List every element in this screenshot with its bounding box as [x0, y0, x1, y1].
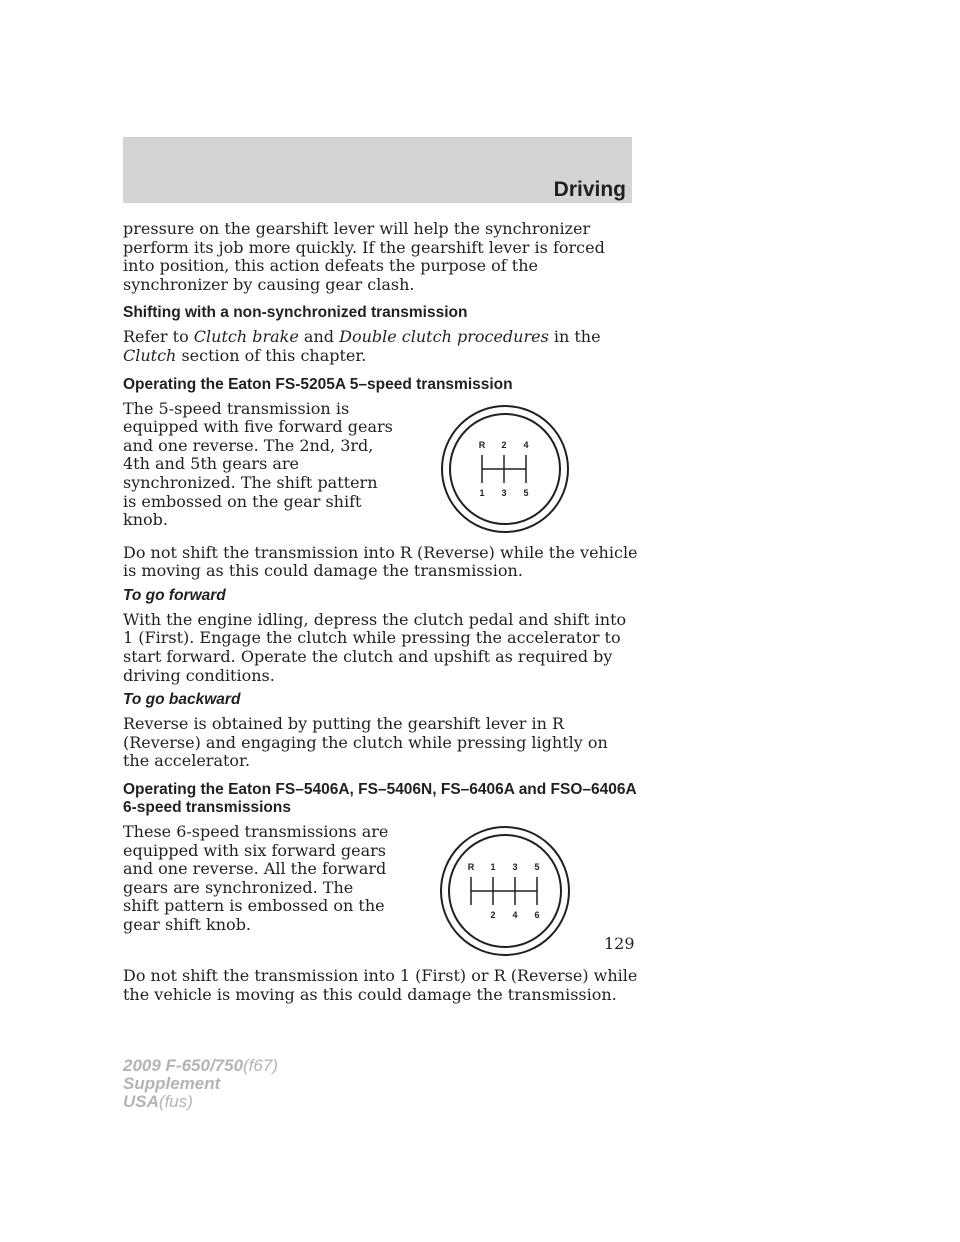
6-speed-shift-knob-diagram — [439, 825, 571, 957]
ref-clutch-brake: Clutch brake — [193, 327, 299, 347]
heading-5-speed: Operating the Eaton FS-5205A 5–speed transmission — [123, 375, 513, 393]
intro-paragraph: pressure on the gearshift lever will help the synchronizer perform its job more quickly. If the gearshift lever is forced into position, this action defeats the purpose of the synchronizer by causing gear clash. — [123, 219, 605, 294]
page-content — [123, 220, 638, 1004]
refer-paragraph: Refer to Clutch brake and Double clutch procedures in the Clutch section of this chapter. — [123, 327, 601, 365]
6-speed-section — [123, 823, 638, 957]
section-title: Driving — [553, 178, 626, 201]
gear-label: 4 — [523, 439, 529, 450]
gear-label: 1 — [479, 487, 485, 498]
section-header — [123, 137, 632, 203]
gear-label: 5 — [534, 861, 540, 872]
gear-label: 6 — [534, 909, 540, 920]
footer-doc: Supplement — [123, 1074, 221, 1093]
backward-paragraph: Reverse is obtained by putting the gearshift lever in R (Reverse) and engaging the clutch while pressing lightly on the accelerator. — [123, 714, 608, 771]
5-speed-section — [123, 400, 638, 534]
gear-label: R — [467, 861, 475, 872]
heading-to-go-backward: To go backward — [123, 691, 241, 709]
page-number: 129 — [604, 934, 635, 953]
footer-region-code: (fus) — [158, 1092, 193, 1111]
footer-model: 2009 F-650/750 — [123, 1056, 244, 1075]
gear-label: 5 — [523, 487, 529, 498]
gear-label: 2 — [501, 439, 507, 450]
heading-6-speed: Operating the Eaton FS–5406A, FS–5406N, FS–6406A and FSO–6406A 6-speed transmissions — [123, 780, 637, 816]
footer-model-code: (f67) — [243, 1056, 279, 1075]
heading-to-go-forward: To go forward — [123, 586, 226, 604]
6-speed-description: These 6-speed transmissions are equipped with six forward gears and one reverse. All the forward gears are synchronized. The shift pattern is embossed on the gear shift knob. — [123, 821, 389, 934]
gear-label: 2 — [490, 909, 496, 920]
gear-label: R — [478, 439, 486, 450]
gear-label: 3 — [501, 487, 507, 498]
gear-label: 3 — [512, 861, 518, 872]
6-speed-warning: Do not shift the transmission into 1 (First) or R (Reverse) while the vehicle is moving as this could damage the transmission. — [123, 965, 638, 1004]
heading-non-synchronized: Shifting with a non-synchronized transmission — [123, 304, 468, 322]
document-footer — [123, 1057, 278, 1111]
5-speed-warning: Do not shift the transmission into R (Reverse) while the vehicle is moving as this could damage the transmission. — [123, 542, 638, 581]
5-speed-shift-knob-diagram — [440, 404, 570, 534]
gear-label: 1 — [490, 861, 496, 872]
gear-label: 4 — [512, 909, 518, 920]
footer-region: USA — [123, 1092, 159, 1111]
forward-paragraph: With the engine idling, depress the clutch pedal and shift into 1 (First). Engage the clutch while pressing the accelerator to start forward. Operate the clutch and upshift as required by driving conditions. — [123, 609, 627, 685]
ref-clutch-section: Clutch — [123, 345, 177, 365]
5-speed-description: The 5-speed transmission is equipped with five forward gears and one reverse. The 2nd, 3rd, 4th and 5th gears are synchronized. The shift pattern is embossed on the gear shift knob. — [123, 398, 393, 530]
ref-double-clutch: Double clutch procedures — [339, 327, 549, 347]
